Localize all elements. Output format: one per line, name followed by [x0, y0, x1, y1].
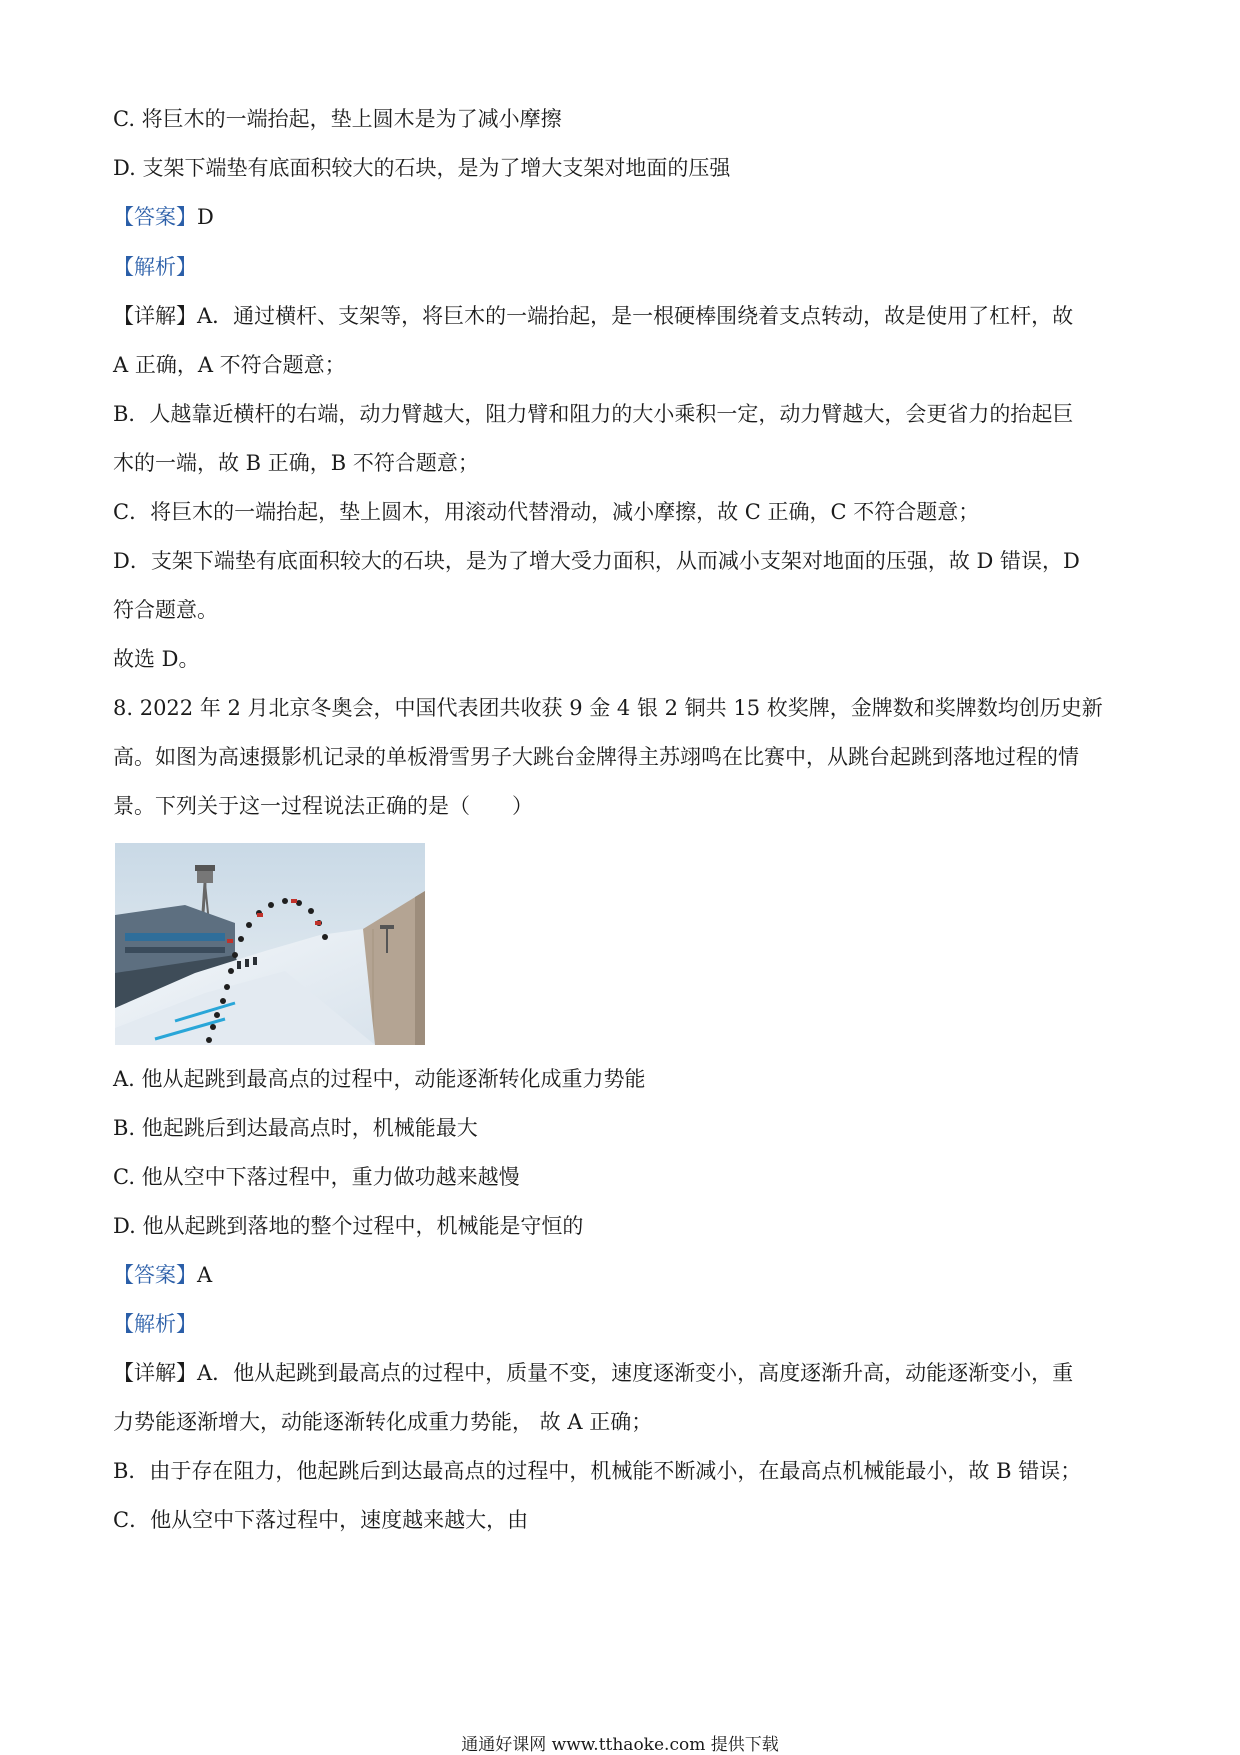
- answer-tag: 【答案】: [113, 1263, 197, 1287]
- q8-option-d: D. 他从起跳到落地的整个过程中，机械能是守恒的: [113, 1214, 584, 1238]
- q8-detail-line-1: [113, 1358, 1073, 1388]
- q8-stem-line-1: 8. 2022 年 2 月北京冬奥会，中国代表团共收获 9 金 4 银 2 铜共 15 枚奖牌，金牌数和奖牌数均创历史新: [113, 696, 1103, 720]
- q8-option-c: C. 他从空中下落过程中，重力做功越来越慢: [113, 1165, 520, 1189]
- page-footer: 通通好课网 www.tthaoke.com 提供下载: [461, 1735, 779, 1755]
- q7-conclusion: 故选 D。: [113, 647, 200, 671]
- q7-detail-line-1: [113, 301, 1073, 331]
- q7-detail-line-4: 木的一端，故 B 正确，B 不符合题意；: [113, 451, 479, 475]
- analysis-tag: 【解析】: [113, 255, 197, 279]
- q7-option-c: C. 将巨木的一端抬起，垫上圆木是为了减小摩擦: [113, 107, 562, 131]
- q8-detail-line-4: C．他从空中下落过程中，速度越来越大，由: [113, 1508, 529, 1532]
- q7-detail-line-2: A 正确，A 不符合题意；: [113, 353, 346, 377]
- q8-stem-line-3: 景。下列关于这一过程说法正确的是（ ）: [113, 794, 533, 818]
- detail-tag: 【详解】: [113, 1361, 197, 1385]
- q8-option-b: B. 他起跳后到达最高点时，机械能最大: [113, 1116, 478, 1140]
- q8-stem-line-2: 高。如图为高速摄影机记录的单板滑雪男子大跳台金牌得主苏翊鸣在比赛中，从跳台起跳到落地过程的情: [113, 745, 1079, 769]
- answer-value: D: [197, 205, 214, 229]
- detail-text: A．通过横杆、支架等，将巨木的一端抬起，是一根硬棒围绕着支点转动，故是使用了杠杆，故: [197, 304, 1074, 328]
- q7-detail-line-6: D．支架下端垫有底面积较大的石块，是为了增大受力面积，从而减小支架对地面的压强，故 D 错误，D: [113, 549, 1080, 573]
- q7-detail-line-5: C．将巨木的一端抬起，垫上圆木，用滚动代替滑动，减小摩擦，故 C 正确，C 不符合题意；: [113, 500, 980, 524]
- q7-detail-line-7: 符合题意。: [113, 598, 218, 622]
- q7-detail-line-3: B．人越靠近横杆的右端，动力臂越大，阻力臂和阻力的大小乘积一定，动力臂越大，会更省力的抬起巨: [113, 402, 1074, 426]
- q8-detail-line-3: B．由于存在阻力，他起跳后到达最高点的过程中，机械能不断减小，在最高点机械能最小，故 B 错误；: [113, 1459, 1082, 1483]
- q7-analysis-tag: [113, 252, 197, 282]
- q8-option-a: A. 他从起跳到最高点的过程中，动能逐渐转化成重力势能: [113, 1067, 646, 1091]
- snowboard-jump-photo: [115, 843, 425, 1045]
- answer-value: A: [197, 1263, 213, 1287]
- q7-option-d: D. 支架下端垫有底面积较大的石块，是为了增大支架对地面的压强: [113, 156, 731, 180]
- answer-tag: 【答案】: [113, 205, 197, 229]
- q7-answer: [113, 202, 214, 232]
- detail-tag: 【详解】: [113, 304, 197, 328]
- analysis-tag: 【解析】: [113, 1312, 197, 1336]
- detail-text: A．他从起跳到最高点的过程中，质量不变，速度逐渐变小，高度逐渐升高，动能逐渐变小，重: [197, 1361, 1074, 1385]
- q8-detail-line-2: 力势能逐渐增大，动能逐渐转化成重力势能， 故 A 正确；: [113, 1410, 653, 1434]
- q8-analysis-tag: [113, 1309, 197, 1339]
- q8-answer: [113, 1260, 212, 1290]
